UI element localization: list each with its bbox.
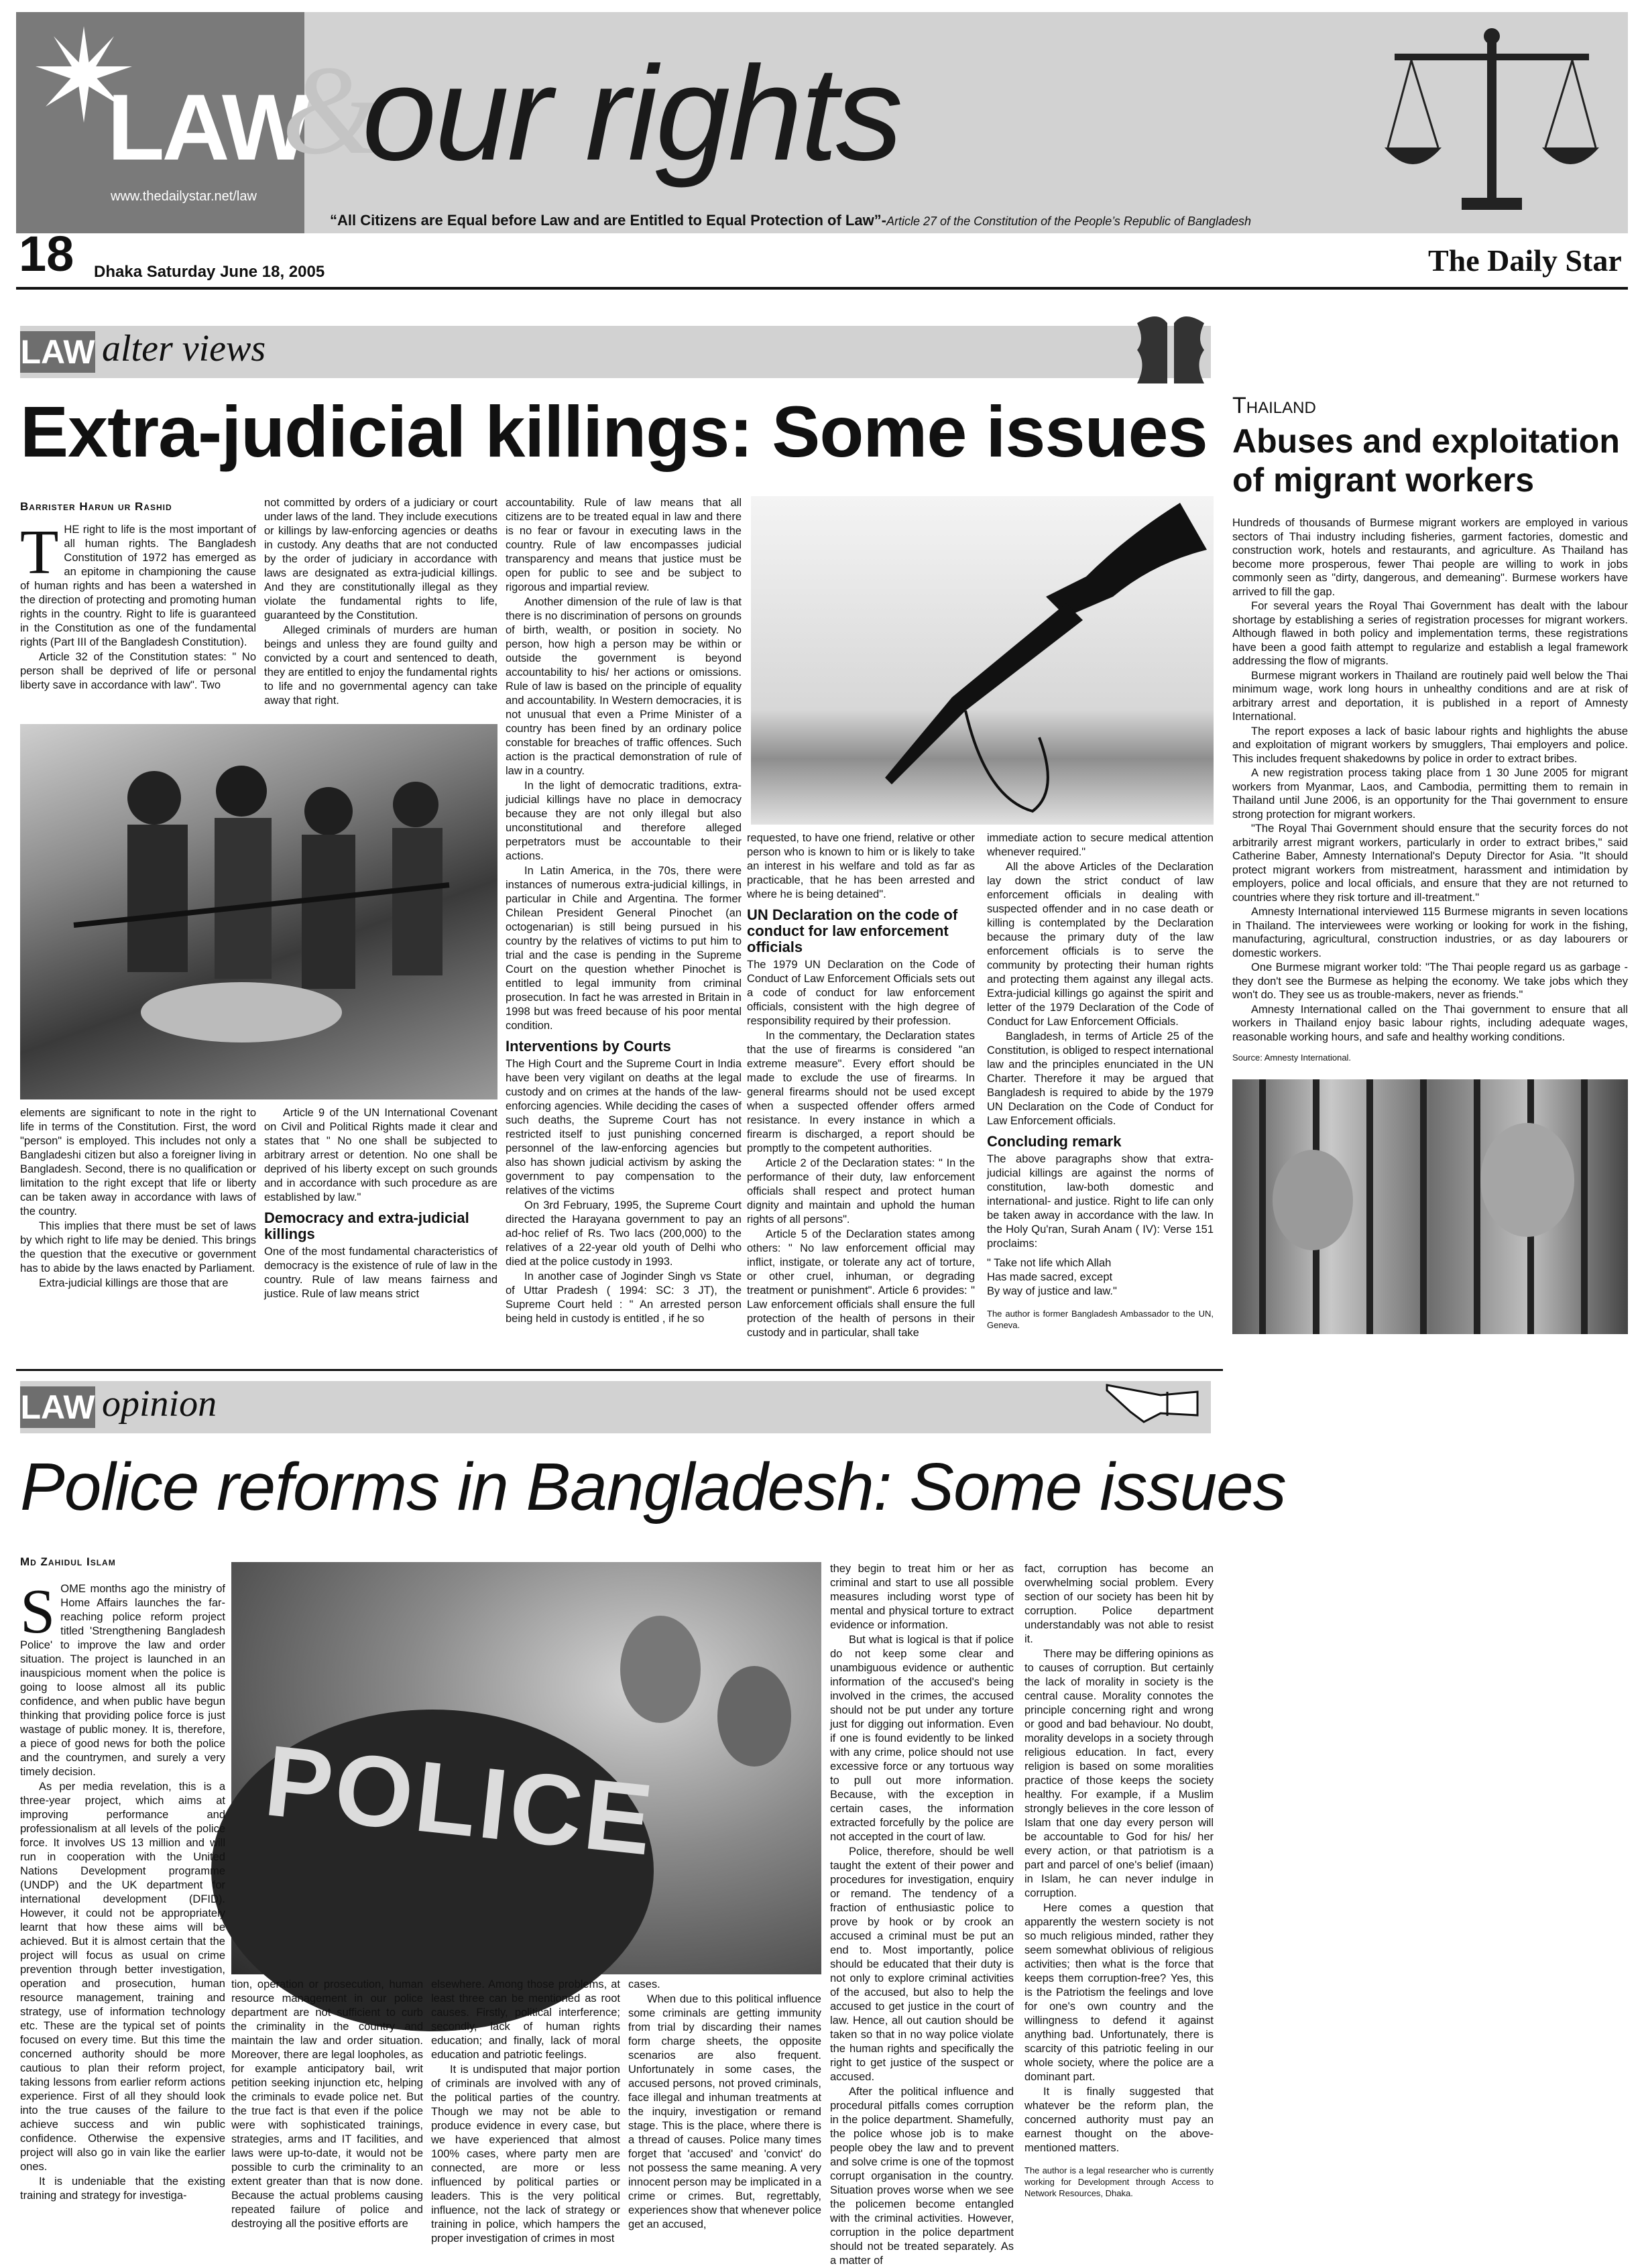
paragraph: tion, operation or prosecution, human resource management in our police department are not sufficient to curb the criminality in the country and maintain the law and order situation. Moreover, there are legal loopholes, as for example anticipatory bail, writ petition seeking injunction etc, helping the criminals to evade police net. But the true fact is that even if the police were with sophisticated trainings, strategies, arms and IT facilities, and laws were up-to-date, it would not be possible to curb the criminality to an extent greater than that is now done. Because the actual problems causing repeated failure of police and destroying all the positive efforts are: [231, 1978, 423, 2230]
scales-of-justice-icon: [1381, 27, 1602, 221]
byline: Barrister Harun ur Rashid: [20, 500, 172, 513]
paragraph: In the light of democratic traditions, extra-judicial killings have no place in democracy because they are not only illegal but also unconstitutional and therefore alleged perpetrators must be accountable to their actions.: [506, 780, 742, 862]
paragraph: HE right to life is the most important of all human rights. The Bangladesh Constitution of 1972 has emerged as an epitome in championing the cause of human rights and has been a watershed in the direction of protecting and promoting human rights in the country. Right to life is guaranteed in the Constitution as one of the fundamental rights (Part III of the Bangladesh Constitution).: [20, 524, 256, 648]
article-column: [20, 1577, 225, 2246]
paragraph: OME months ago the ministry of Home Affairs launches the far-reaching police reform project titled 'Strengthening Bangladesh Police' to improve the law and order situation. The project is launched in an inauspicious moment when the police is going to loose almost all its public confidence, and when public have begun thinking that providing police force is just wastage of public money. It is, therefore, a piece of good news for both the police and the countrymen, and surely a very timely decision.: [20, 1583, 225, 1778]
verse-line: " Take not life which Allah: [987, 1257, 1112, 1269]
headline-extra-judicial: Extra-judicial killings: Some issues: [20, 391, 1208, 472]
paragraph: The above paragraphs show that extra-judicial killings are against the norms of constitution, law-both domestic and international- and justice. Right to life can only be taken away in accordance with the law. In the Holy Qu'ran, Surah Anam ( IV): Verse 151 proclaims:: [987, 1153, 1214, 1250]
paragraph: immediate action to secure medical attention whenever required.": [987, 832, 1214, 858]
paragraph: But what is logical is that if police do not keep some clear and unambiguous evidence or authentic information of the accused's being involved in the crimes, the accused should not be put under any torture just for digging out information. Even if one is found evidently to be linked with any crime, police should not use excessive force or any tortuous way to pull out more information. Because, with the exception in certain cases, the information extracted forcefully by the police are not accepted in the court of law.: [830, 1634, 1014, 1843]
article-column: [431, 1978, 620, 2246]
paragraph: All the above Articles of the Declaration lay down the strict conduct of law enforcement officials in dealing with suspected offender and in no case death or killing is contemplated by the Declaration because the primary duty of the law enforcement officials is to serve the community by protecting their human rights and protecting them against any illegal acts. Extra-judicial killings go against the spirit and letter of the 1979 Declaration of the Code of Conduct for Law Enforcement Officials.: [987, 861, 1214, 1028]
side-kicker: Thailand: [1232, 393, 1316, 418]
verse-line: By way of justice and law.": [987, 1285, 1117, 1297]
paragraph: Article 5 of the Declaration states among others: " No law enforcement official may inflict, instigate, or tolerate any act of torture, or other cruel, inhuman, or degrading treatment or punishment". Article 6 provides: " Law enforcement officials shall ensure the full protection of the health of persons in their custody and in particular, shall take: [747, 1228, 975, 1339]
paragraph: It is undisputed that major portion of criminals are involved with any of the political parties of the country. Though we may not be able to produce evidence in every case, but we have experienced that almost 100% cases, where party men are connected, are more or less influenced by political parties or leaders. This is the very political influence, not the lack of strategy or training in police, which hampers the proper investigation of crimes in most: [431, 2064, 620, 2245]
paragraph: In another case of Joginder Singh vs State of Uttar Pradesh ( 1994: SC: 3 JT), the Supreme Court held : " An arrested person being held in custody is entitled , if he so: [506, 1270, 742, 1325]
paragraph: "The Royal Thai Government should ensure that the security forces do not arbitrarily arrest migrant workers, particularly in order to extract bribes," said Catherine Baber, Amnesty International's Deputy Director for Asia. "It should protect migrant workers from mistreatment, harassment and intimidation by employers, police and local officials, and ensure that they are not returned to countries where they risk torture and ill-treatment.": [1232, 823, 1628, 904]
subheading: Concluding remark: [987, 1133, 1122, 1150]
migrant-workers-photo: [1232, 1079, 1628, 1334]
dateline: Dhaka Saturday June 18, 2005: [94, 263, 325, 281]
paragraph: In the commentary, the Declaration states that the use of firearms is considered "an extreme measure". Every effort should be made to exclude the use of firearms. In general firearms should not be used except when a suspected offender offers armed resistance. In every instance in which a firearm is discharged, a report should be promptly to the competent authorities.: [747, 1030, 975, 1154]
section-title: alter views: [102, 328, 266, 369]
paragraph: One of the most fundamental characteristics of democracy is the existence of rule of law in the country. Rule of law means fairness and justice. Rule of law means strict: [264, 1246, 497, 1300]
masthead-quote-source: Article 27 of the Constitution of the People’s Republic of Bangladesh: [886, 215, 1252, 228]
section-title: opinion: [102, 1383, 217, 1425]
masthead-quote-text: “All Citizens are Equal before Law and are Entitled to Equal Protection of Law”-: [330, 212, 887, 229]
paper-logo: The Daily Star: [1428, 243, 1622, 278]
paragraph: Burmese migrant workers in Thailand are routinely paid well below the Thai minimum wage, work long hours in unhealthy conditions and are at risk of arbitrary arrest and deportation, it is published in a report of Amnesty International.: [1232, 669, 1628, 723]
masthead-quote: [330, 212, 1251, 229]
photo-police-text: POLICE: [259, 1724, 660, 1876]
profile-faces-icon: [1130, 310, 1211, 383]
divider: [16, 287, 1628, 290]
paragraph: Another dimension of the rule of law is that there is no discrimination of persons on grounds of birth, wealth, or position in society. No person, how high a person may be within or outside the government is beyond accountability to his/ her actions or omissions. Rule of law is based on the principle of equality and accountability. In Western democracies, it is not unusual that even a Prime Minister of a country has been fined by an ordinary police constable for breaches of traffic offences. Such action is the practical demonstration of rule of law in a country.: [506, 596, 742, 777]
masthead-url[interactable]: www.thedailystar.net/law: [111, 189, 257, 204]
paragraph: Bangladesh, in terms of Article 25 of the Constitution, is obliged to respect international law and the principles enunciated in the UN Charter. Therefore it may be argued that Bangladesh is required to abide by the 1979 UN Declaration on the Code of Conduct for Law Enforcement officials.: [987, 1030, 1214, 1127]
masthead-ampersand: &: [282, 40, 381, 181]
article-column: [987, 831, 1214, 1348]
paragraph: It is finally suggested that whatever be the reform plan, the concerned authority must pay an earnest thought on the above-mentioned matters.: [1024, 2086, 1214, 2154]
paragraph: requested, to have one friend, relative or other person who is known to him or is likely to take an interest in his welfare and told as far as practicable, that he has been arrested and where he is being detained".: [747, 832, 975, 900]
paragraph: not committed by orders of a judiciary or court under laws of the land. They include executions or killings by law-enforcing agencies or deaths in custody. Any deaths that are not conducted by the order of judiciary in accordance with laws are designated as extra-judicial killings. And they are constitutionally illegal as they violate the fundamental rights to life, guaranteed by the Constitution.: [264, 497, 497, 621]
police-photo: [231, 1562, 821, 1974]
article-column: [628, 1978, 821, 2246]
subheading: Democracy and extra-judicial killings: [264, 1209, 469, 1242]
paragraph: This implies that there must be set of laws by which right to life may be denied. This brings the question that the executive or government has to abide by the laws enacted by Parliament.: [20, 1220, 256, 1274]
section-law-label: LAW: [20, 331, 95, 373]
paragraph: The report exposes a lack of basic labour rights and highlights the abuse and exploitation of migrant workers by smugglers, Thai employers and police. This includes frequent shakedowns by police in order to extract bribes.: [1232, 725, 1628, 765]
rifle-photo: [751, 496, 1214, 825]
paragraph: elsewhere. Among those problems, at least three can be mentioned as root causes. Firstly, political interference; secondly, lack of human rights education; and finally, lack of moral education and patriotic feelings.: [431, 1978, 620, 2061]
article-column: [264, 1106, 497, 1348]
paragraph: In Latin America, in the 70s, there were instances of numerous extra-judicial killings, in particular in Chile and Argentina. The former Chilean President General Pinochet (an octogenarian) is still being pursued in his country by the relatives of victims to put him to trial and the case is pending in the Supreme Court on the question whether Pinochet is entitled to legal immunity from criminal prosecution. In fact he was arrested in Britain in 1998 but was freed because of his poor mental condition.: [506, 865, 742, 1032]
paragraph: accountability. Rule of law means that all citizens are to be treated equal in law and there is no fear or favour in executing laws in the country. Rule of law encompasses judicial transparency and means that justice must be open for public to see and be subject to rigorous and impartial review.: [506, 497, 742, 593]
article-column: [747, 831, 975, 1348]
paragraph: It is undeniable that the existing training and strategy for investiga-: [20, 2175, 225, 2202]
article-column: [264, 496, 497, 717]
paragraph: Article 32 of the Constitution states: " No person shall be deprived of life or personal liberty save in accordance with law". Two: [20, 651, 256, 691]
paragraph: For several years the Royal Thai Government has dealt with the labour shortage by establishing a series of registration processes for migrant workers. Although flawed in both policy and implementation terms, these registrations have been a good faith attempt to regularize and establish a legal framework addressing the flow of migrants.: [1232, 600, 1628, 667]
paragraph: Amnesty International called on the Thai government to ensure that all workers in Thailand enjoy basic labour rights, including adequate wages, reasonable working hours, and safe and healthy working conditions.: [1232, 1003, 1628, 1043]
author-note: The author is former Bangladesh Ambassador to the UN, Geneva.: [987, 1309, 1214, 1330]
section-law-label: LAW: [20, 1386, 95, 1428]
paragraph: When due to this political influence some criminals are getting immunity from trial by discarding their names form charge sheets, the opposite scenarios are also frequent. Unfortunately in some cases, the accused persons, not proved criminals, face illegal and inhuman treatments at the inquiry, investigation or remand stage. This is the place, where there is a thread of causes. Police many times forget that 'accused' and 'convict' do not possess the same meaning. A very innocent person may be implicated in a crime or crimes. But, regrettably, experiences show that whenever police get an accused,: [628, 1993, 822, 2230]
article-column: [20, 1106, 256, 1348]
byline: Md Zahidul Islam: [20, 1555, 116, 1568]
rifle-silhouette: [751, 496, 1214, 825]
paragraph: Article 9 of the UN International Covenant on Civil and Political Rights made it clear and states that " No one shall be subjected to arbitrary arrest or detention. No one shall be deprived of his liberty except on such grounds and in accordance with such procedure as are established by law.": [264, 1107, 497, 1203]
paragraph: Alleged criminals of murders are human beings and unless they are found guilty and convicted by a court and sentenced to death, they are entitled to enjoy the fundamental rights to life and no governmental agency can take away that right.: [264, 624, 497, 707]
headline-police-reforms: Police reforms in Bangladesh: Some issues: [20, 1449, 1286, 1525]
paragraph: On 3rd February, 1995, the Supreme Court directed the Harayana government to pay an ad-hoc relief of Rs. Two lacs (200,000) to the relatives of a 22-year old youth of Delhi who died at the police custody in 1993.: [506, 1199, 742, 1268]
article-column: [506, 496, 742, 1348]
bars-and-faces: [1232, 1079, 1628, 1334]
paragraph: The High Court and the Supreme Court in India have been very vigilant on deaths at the legal custody and on crimes at the hands of the law-enforcing agencies. While deciding the cases of such deaths, the Supreme Court has not restricted itself to just punishing concerned personnel of the law-enforcing agencies but also has shown judicial activism by asking the government to pay compensation to the relatives of the victims: [506, 1058, 742, 1197]
paragraph: A new registration process taking place from 1 30 June 2005 for migrant workers from Myanmar, Laos, and Cambodia, permitting them to remain in Thailand until June 2006, is an opportunity for the Thai government to ensure strong protection for migrant workers.: [1232, 767, 1628, 821]
paragraph: they begin to treat him or her as criminal and start to use all possible measures including worst type of mental and physical torture to extract evidence or information.: [830, 1563, 1014, 1631]
paragraph: As per media revelation, this is a three-year project, which aims at improving performance and professionalism at all levels of the police force. It involves US 13 million and will run in cooperation with the United Nations Development programme (UNDP) and the UK department for international development (DFID). However, it could not be appropriately learnt that how these aims will be achieved. But it is almost certain that the project will focus as usual on crime prevention through better investigation, operation and prosecution, human resource management, training and strategy, use of information technology etc. These are the typical set of points focused on every time. But this time the concerned authority should be more cautious to plan their reform project, taking lessons from earlier reform actions experience. First of all they should look into the true causes of the failure to achieve success and win public confidence. Otherwise the expensive project will also go in vain like the earlier ones.: [20, 1781, 225, 2173]
masthead-title: our rights: [362, 39, 901, 188]
article-column: [20, 518, 256, 717]
dropcap: S: [20, 1577, 56, 1647]
paragraph: Hundreds of thousands of Burmese migrant workers are employed in various sectors of Thai industry including fisheries, garment factories, domestic and construction work, hotels and restaurants, and agriculture. As Thailand has become more prosperous, fewer Thai people are willing to work in jobs commonly seen as "dirty, dangerous, and demeaning". Burmese workers have arrived to fill the gap.: [1232, 517, 1628, 598]
paragraph: There may be differing opinions as to causes of corruption. But certainly the lack of morality in society is the central cause. Morality connotes the principle concerning right and wrong or good and bad behaviour. No doubt, morality develops in a society through religious education. In fact, every religion is based on some moralities practice of those keeps the society healthy. For example, if a Muslim strongly believes in the core lesson of Islam that one day every person will be accountable to God for his/ her every action, or that patriotism is a part and parcel of one's belief (imaan) in Islam, he can never indulge in corruption.: [1024, 1648, 1214, 1899]
side-headline: Abuses and exploitation of migrant workers: [1232, 422, 1620, 499]
section-bar-alter-views: [20, 326, 1211, 378]
divider: [16, 1369, 1223, 1371]
paragraph: Here comes a question that apparently the western society is not so much religious minded, rather they seem somewhat oblivious of religious activities; then what is the force that keeps them corruption-free? Yes, this is the Patriotism the feelings and love for one's own country and the willingness to defend it against anything bad. Unfortunately, there is scarcity of this patriotic feeling in our whole society, where the police are a dominant part.: [1024, 1902, 1214, 2083]
verse: [987, 1256, 1214, 1299]
paragraph: Amnesty International interviewed 115 Burmese migrants in seven locations in Thailand. The interviewees were working or looking for work in the fishing, manufacturing, agricultural, construction industries, or as day labourers or domestic workers.: [1232, 906, 1628, 959]
paragraph: The 1979 UN Declaration on the Code of Conduct of Law Enforcement Officials sets out a code of conduct for law enforcement officials, consistent with the high degree of responsibility required by their profession.: [747, 959, 975, 1027]
subheading: Interventions by Courts: [506, 1038, 671, 1055]
paragraph: cases.: [628, 1978, 660, 1990]
article-column: [830, 1562, 1014, 2267]
author-note: The author is a legal researcher who is currently working for Development through Access to Network Resources, Dhaka.: [1024, 2165, 1214, 2198]
side-article: [1232, 516, 1628, 1049]
paragraph: Police, therefore, should be well taught the extent of their power and procedures for investigation, enquiry or remand. The tendency of a fraction of enthusiastic police to prove by hook or by crook an accused a criminal must be put an end to. Most importantly, police should be educated that their duty is not only to explore criminal activities of the accused, but also to help the accused to get justice in the court of law. Hence, all out caution should be taken so that in no way police violate the human rights and specifically the right to get justice of the suspect or accused.: [830, 1846, 1014, 2083]
photo-figures: [20, 724, 497, 1099]
verse-line: Has made sacred, except: [987, 1271, 1113, 1283]
paragraph: One Burmese migrant worker told: "The Thai people regard us as garbage - they don't see the Burmese as helping the economy. We take jobs which they won't do. They see us as trouble-makers, never as friends.": [1232, 961, 1628, 1001]
paragraph: elements are significant to note in the right to life in terms of the Constitution. First, the word "person" is employed. This includes not only a Bangladeshi citizen but also a foreigner living in Bangladesh. Second, there is no qualification or limitation to the right except that life or liberty can be taken away in accordance with laws of the country.: [20, 1107, 256, 1217]
paragraph: Extra-judicial killings are those that are: [39, 1277, 229, 1289]
article-column: [231, 1978, 423, 2246]
paragraph: Article 2 of the Declaration states: " In the performance of their duty, law enforcement officials shall respect and protect human dignity and maintain and uphold the human rights of all persons".: [747, 1157, 975, 1226]
paragraph: After the political influence and procedural pitfalls comes corruption in the police department. Shamefully, the police whose job is to make people obey the law and to prevent and solve crime is one of the topmost corrupt organisation in the country. Situation proves worse when we see the policemen become entangled with the criminal activities. However, corruption in the police department should not be treated separately. As a matter of: [830, 2086, 1014, 2267]
side-source: Source: Amnesty International.: [1232, 1053, 1352, 1063]
paragraph: fact, corruption has become an overwhelming social problem. Every section of our society has been hit by corruption. Police department understandably was not able to resist it.: [1024, 1563, 1214, 1645]
dropcap: T: [20, 518, 59, 587]
section-bar-opinion: [20, 1381, 1211, 1433]
pointing-hand-icon: [1104, 1372, 1204, 1425]
page-number: 18: [19, 226, 74, 282]
masthead-law: LAW: [107, 74, 308, 180]
article-column: [1024, 1562, 1214, 2246]
subheading: UN Declaration on the code of conduct for law enforcement officials: [747, 906, 958, 955]
police-riot-photo: [20, 724, 497, 1099]
